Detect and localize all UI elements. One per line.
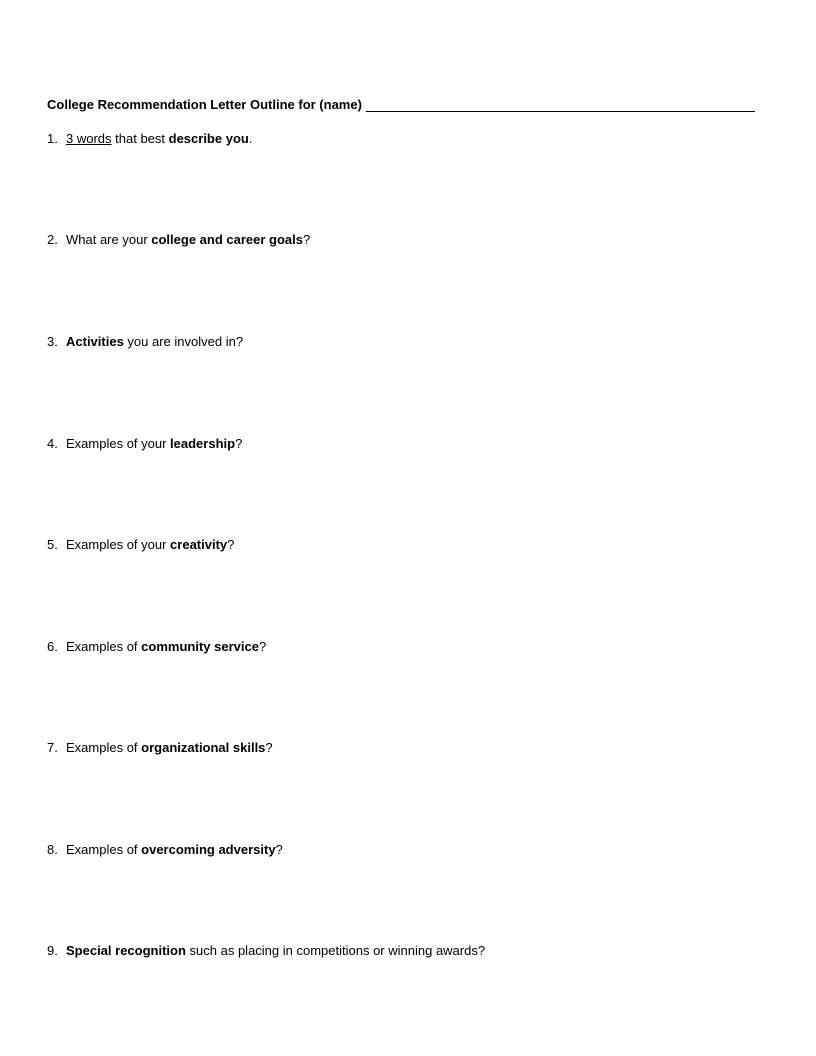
outline-title: College Recommendation Letter Outline for (name) [47,97,362,112]
question-4 [47,435,242,453]
name-blank-line [366,97,755,112]
question-text-part: . [248,131,253,146]
question-text-part: What are your [66,232,152,247]
question-keyword: Activities [66,334,124,349]
question-text-part: ? [258,639,267,654]
question-number: 2. [47,232,58,247]
question-text-part: ? [235,436,243,451]
question-number: 4. [47,436,58,451]
question-5 [47,536,234,554]
question-number: 8. [47,842,58,857]
outline-title-line [47,96,755,114]
question-keyword: leadership [170,436,236,451]
question-text-part: 3 words [66,131,112,146]
question-6 [47,638,266,656]
question-1 [47,130,252,148]
question-text-part: Examples of your [66,537,171,552]
question-text-part: Examples of [66,842,142,857]
question-8 [47,841,283,859]
question-text-part: ? [227,537,235,552]
question-text-part: such as placing in competitions or winning awards? [185,943,486,958]
question-keyword: community service [141,639,259,654]
question-keyword: describe you [168,131,249,146]
question-keyword: college and career goals [151,232,303,247]
question-number: 1. [47,131,58,146]
question-number: 9. [47,943,58,958]
question-text-part: that best [111,131,169,146]
question-text-part: ? [265,740,273,755]
question-7 [47,739,273,757]
question-number: 5. [47,537,58,552]
question-2 [47,231,310,249]
question-number: 6. [47,639,58,654]
question-number: 3. [47,334,58,349]
question-text-part: Examples of your [66,436,171,451]
question-text-part: ? [275,842,283,857]
question-keyword: organizational skills [141,740,266,755]
question-text-part: you are involved in? [123,334,244,349]
question-number: 7. [47,740,58,755]
question-text-part: ? [303,232,311,247]
question-3 [47,333,243,351]
question-text-part: Examples of [66,639,142,654]
question-9 [47,942,485,960]
question-keyword: overcoming adversity [141,842,276,857]
question-text-part: Examples of [66,740,142,755]
question-keyword: creativity [170,537,228,552]
question-keyword: Special recognition [66,943,186,958]
